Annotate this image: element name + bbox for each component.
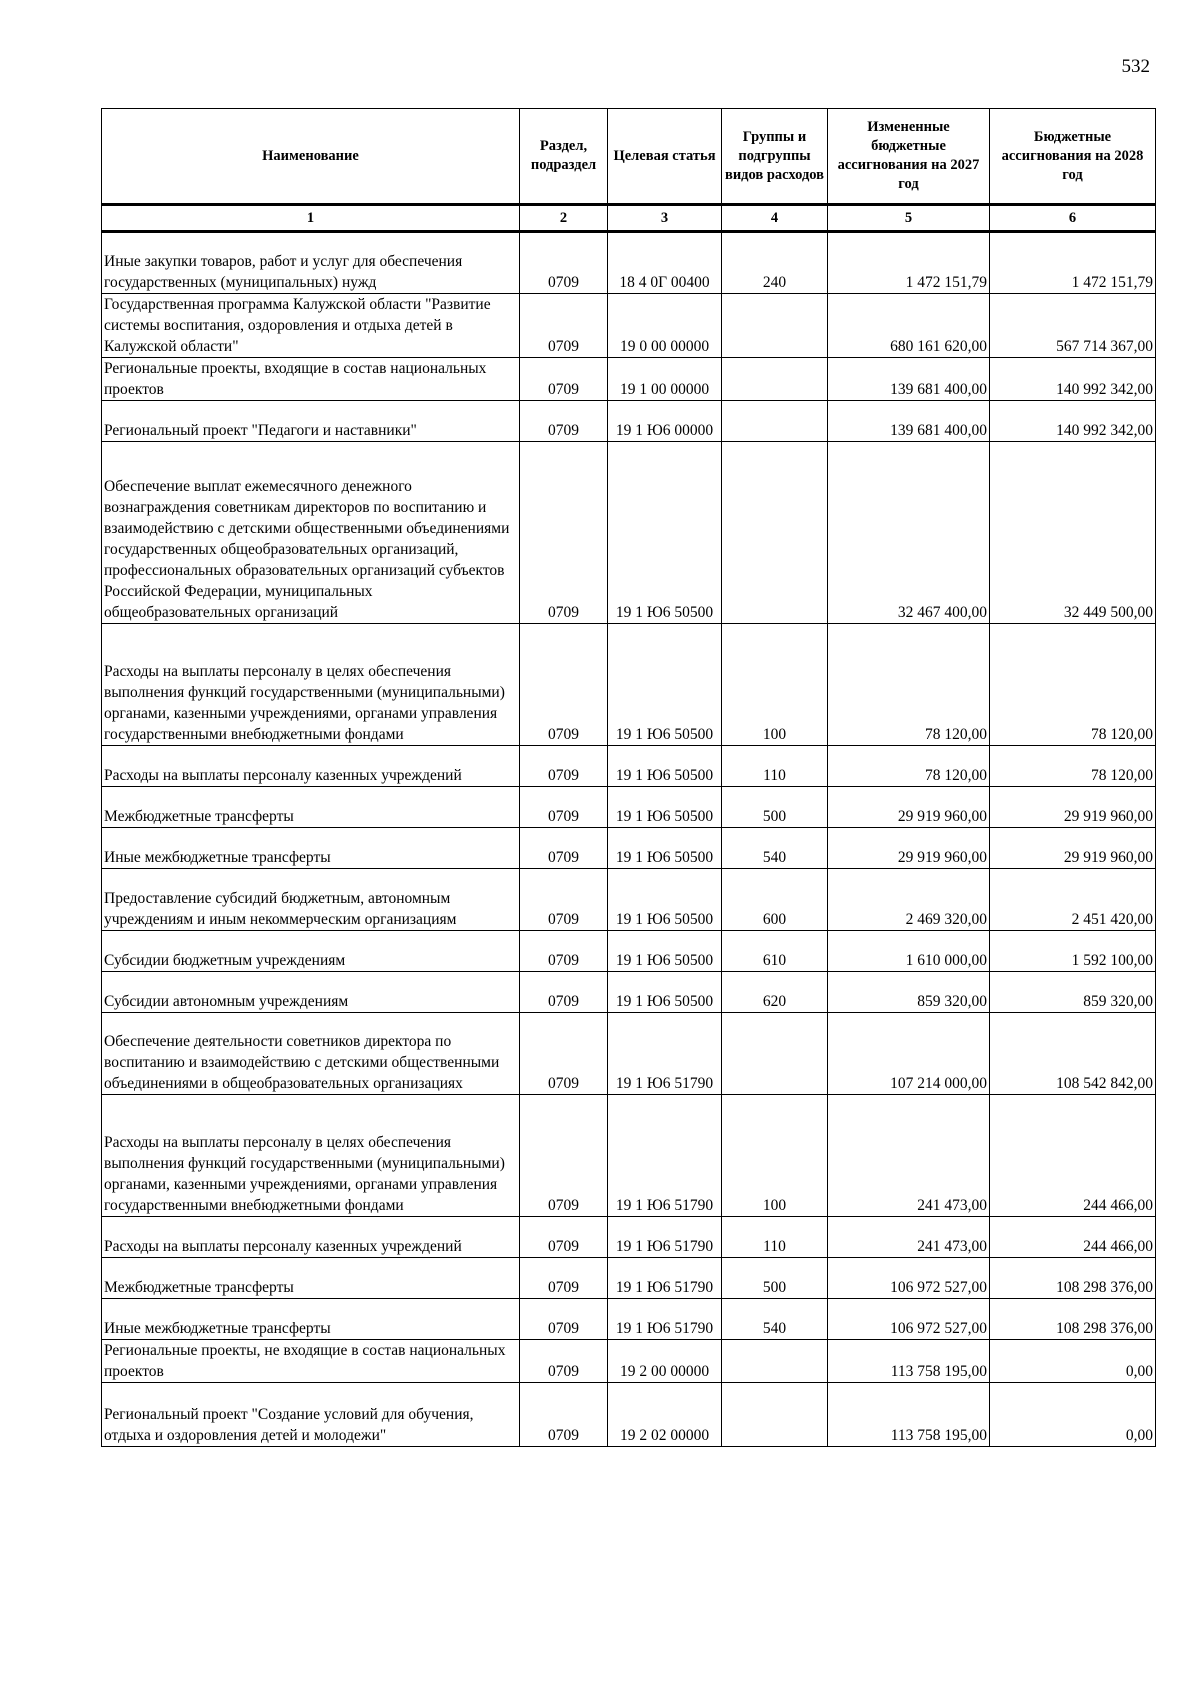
- row-amount-2028: 244 466,00: [990, 1095, 1156, 1217]
- row-amount-2027: 859 320,00: [828, 972, 990, 1013]
- row-article: 19 1 Ю6 51790: [608, 1299, 722, 1340]
- table-row: [102, 746, 1156, 787]
- table-row: [102, 442, 1156, 624]
- table-row: [102, 401, 1156, 442]
- row-section: 0709: [520, 1383, 608, 1447]
- row-article: 19 1 Ю6 50500: [608, 624, 722, 746]
- header-article: Целевая статья: [608, 109, 722, 205]
- row-amount-2027: 680 161 620,00: [828, 294, 990, 358]
- row-name: Иные межбюджетные трансферты: [102, 828, 520, 869]
- row-group: [722, 1383, 828, 1447]
- row-group: 500: [722, 787, 828, 828]
- row-amount-2027: 139 681 400,00: [828, 358, 990, 401]
- row-amount-2028: 78 120,00: [990, 746, 1156, 787]
- row-section: 0709: [520, 1217, 608, 1258]
- table-row: [102, 1340, 1156, 1383]
- header-2028: Бюджетные ассигнования на 2028 год: [990, 109, 1156, 205]
- row-section: 0709: [520, 401, 608, 442]
- header-number: 2: [520, 205, 608, 232]
- row-group: 500: [722, 1258, 828, 1299]
- row-article: 19 1 00 00000: [608, 358, 722, 401]
- row-name: Межбюджетные трансферты: [102, 787, 520, 828]
- row-article: 19 1 Ю6 50500: [608, 828, 722, 869]
- row-name: Субсидии бюджетным учреждениям: [102, 931, 520, 972]
- row-name: Обеспечение выплат ежемесячного денежного вознаграждения советникам директоров по воспитанию и взаимодействию с детскими общественными объединениями государственных общеобразовательных организаций, профессиональных образовательных организаций субъектов Российской Федерации, муниципальных общеобразовательных организаций: [102, 442, 520, 624]
- row-section: 0709: [520, 869, 608, 931]
- row-amount-2028: 78 120,00: [990, 624, 1156, 746]
- row-name: Обеспечение деятельности советников директора по воспитанию и взаимодействию с детскими общественными объединениями в общеобразовательных организациях: [102, 1013, 520, 1095]
- row-article: 19 1 Ю6 50500: [608, 972, 722, 1013]
- row-amount-2028: 140 992 342,00: [990, 401, 1156, 442]
- row-name: Региональные проекты, не входящие в состав национальных проектов: [102, 1340, 520, 1383]
- row-amount-2028: 108 542 842,00: [990, 1013, 1156, 1095]
- row-article: 19 1 Ю6 50500: [608, 746, 722, 787]
- table-row: [102, 1299, 1156, 1340]
- row-amount-2027: 241 473,00: [828, 1217, 990, 1258]
- row-amount-2027: 1 610 000,00: [828, 931, 990, 972]
- row-amount-2028: 1 472 151,79: [990, 232, 1156, 294]
- row-article: 19 1 Ю6 50500: [608, 442, 722, 624]
- header-number: 3: [608, 205, 722, 232]
- row-article: 19 1 Ю6 51790: [608, 1013, 722, 1095]
- row-section: 0709: [520, 1013, 608, 1095]
- table-row: [102, 972, 1156, 1013]
- row-article: 19 1 Ю6 50500: [608, 869, 722, 931]
- row-article: 19 1 Ю6 50500: [608, 787, 722, 828]
- row-group: [722, 1013, 828, 1095]
- row-amount-2027: 32 467 400,00: [828, 442, 990, 624]
- row-amount-2028: 29 919 960,00: [990, 787, 1156, 828]
- row-group: 620: [722, 972, 828, 1013]
- table-row: [102, 232, 1156, 294]
- row-amount-2028: 140 992 342,00: [990, 358, 1156, 401]
- row-group: [722, 294, 828, 358]
- row-section: 0709: [520, 442, 608, 624]
- row-name: Расходы на выплаты персоналу казенных учреждений: [102, 746, 520, 787]
- table-row: [102, 294, 1156, 358]
- row-name: Предоставление субсидий бюджетным, автономным учреждениям и иным некоммерческим организациям: [102, 869, 520, 931]
- table-row: [102, 1217, 1156, 1258]
- row-name: Расходы на выплаты персоналу в целях обеспечения выполнения функций государственными (муниципальными) органами, казенными учреждениями, органами управления государственными внебюджетными фондами: [102, 624, 520, 746]
- header-group: Группы и подгруппы видов расходов: [722, 109, 828, 205]
- row-amount-2027: 113 758 195,00: [828, 1383, 990, 1447]
- row-amount-2027: 29 919 960,00: [828, 787, 990, 828]
- row-amount-2027: 241 473,00: [828, 1095, 990, 1217]
- budget-table: [101, 108, 1156, 1447]
- header-row: [102, 109, 1156, 205]
- row-group: [722, 358, 828, 401]
- row-group: 540: [722, 828, 828, 869]
- row-section: 0709: [520, 1095, 608, 1217]
- row-amount-2028: 859 320,00: [990, 972, 1156, 1013]
- row-amount-2027: 113 758 195,00: [828, 1340, 990, 1383]
- row-group: 100: [722, 624, 828, 746]
- row-article: 19 1 Ю6 50500: [608, 931, 722, 972]
- row-group: 540: [722, 1299, 828, 1340]
- row-section: 0709: [520, 1299, 608, 1340]
- row-article: 19 1 Ю6 51790: [608, 1095, 722, 1217]
- row-section: 0709: [520, 1340, 608, 1383]
- row-amount-2027: 107 214 000,00: [828, 1013, 990, 1095]
- table-row: [102, 931, 1156, 972]
- row-amount-2028: 108 298 376,00: [990, 1299, 1156, 1340]
- row-name: Иные закупки товаров, работ и услуг для обеспечения государственных (муниципальных) нужд: [102, 232, 520, 294]
- row-amount-2027: 2 469 320,00: [828, 869, 990, 931]
- table-row: [102, 1013, 1156, 1095]
- header-number: 5: [828, 205, 990, 232]
- row-section: 0709: [520, 1258, 608, 1299]
- row-section: 0709: [520, 787, 608, 828]
- table-row: [102, 624, 1156, 746]
- row-amount-2027: 106 972 527,00: [828, 1299, 990, 1340]
- row-section: 0709: [520, 294, 608, 358]
- row-section: 0709: [520, 931, 608, 972]
- row-group: 240: [722, 232, 828, 294]
- row-name: Субсидии автономным учреждениям: [102, 972, 520, 1013]
- row-amount-2027: 29 919 960,00: [828, 828, 990, 869]
- row-section: 0709: [520, 232, 608, 294]
- row-group: 610: [722, 931, 828, 972]
- row-group: [722, 442, 828, 624]
- row-amount-2028: 567 714 367,00: [990, 294, 1156, 358]
- header-name: Наименование: [102, 109, 520, 205]
- row-amount-2027: 78 120,00: [828, 746, 990, 787]
- table-row: [102, 828, 1156, 869]
- row-group: [722, 1340, 828, 1383]
- row-group: 110: [722, 1217, 828, 1258]
- row-name: Региональный проект "Создание условий для обучения, отдыха и оздоровления детей и молодежи": [102, 1383, 520, 1447]
- row-section: 0709: [520, 972, 608, 1013]
- row-section: 0709: [520, 746, 608, 787]
- row-article: 19 2 02 00000: [608, 1383, 722, 1447]
- header-number-row: [102, 205, 1156, 232]
- row-amount-2027: 1 472 151,79: [828, 232, 990, 294]
- row-article: 19 0 00 00000: [608, 294, 722, 358]
- row-name: Региональные проекты, входящие в состав национальных проектов: [102, 358, 520, 401]
- page-number: 532: [1121, 56, 1150, 77]
- row-amount-2028: 29 919 960,00: [990, 828, 1156, 869]
- header-number: 1: [102, 205, 520, 232]
- row-name: Межбюджетные трансферты: [102, 1258, 520, 1299]
- row-section: 0709: [520, 624, 608, 746]
- row-name: Расходы на выплаты персоналу в целях обеспечения выполнения функций государственными (муниципальными) органами, казенными учреждениями, органами управления государственными внебюджетными фондами: [102, 1095, 520, 1217]
- row-amount-2028: 1 592 100,00: [990, 931, 1156, 972]
- row-section: 0709: [520, 358, 608, 401]
- row-article: 19 1 Ю6 51790: [608, 1258, 722, 1299]
- row-name: Региональный проект "Педагоги и наставники": [102, 401, 520, 442]
- row-group: [722, 401, 828, 442]
- row-amount-2027: 78 120,00: [828, 624, 990, 746]
- row-group: 600: [722, 869, 828, 931]
- row-amount-2028: 244 466,00: [990, 1217, 1156, 1258]
- row-amount-2027: 139 681 400,00: [828, 401, 990, 442]
- row-amount-2028: 0,00: [990, 1383, 1156, 1447]
- row-name: Государственная программа Калужской области "Развитие системы воспитания, оздоровления и отдыха детей в Калужской области": [102, 294, 520, 358]
- row-name: Иные межбюджетные трансферты: [102, 1299, 520, 1340]
- row-amount-2027: 106 972 527,00: [828, 1258, 990, 1299]
- table-body: [102, 232, 1156, 1447]
- row-amount-2028: 2 451 420,00: [990, 869, 1156, 931]
- header-section: Раздел, подраздел: [520, 109, 608, 205]
- row-group: 110: [722, 746, 828, 787]
- header-number: 6: [990, 205, 1156, 232]
- header-2027: Измененные бюджетные ассигнования на 2027 год: [828, 109, 990, 205]
- row-article: 19 2 00 00000: [608, 1340, 722, 1383]
- row-section: 0709: [520, 828, 608, 869]
- table-row: [102, 1383, 1156, 1447]
- row-amount-2028: 32 449 500,00: [990, 442, 1156, 624]
- table-row: [102, 787, 1156, 828]
- row-name: Расходы на выплаты персоналу казенных учреждений: [102, 1217, 520, 1258]
- table-row: [102, 869, 1156, 931]
- header-number: 4: [722, 205, 828, 232]
- table-row: [102, 1258, 1156, 1299]
- table-row: [102, 358, 1156, 401]
- table-row: [102, 1095, 1156, 1217]
- row-group: 100: [722, 1095, 828, 1217]
- row-article: 19 1 Ю6 00000: [608, 401, 722, 442]
- row-article: 18 4 0Г 00400: [608, 232, 722, 294]
- row-amount-2028: 0,00: [990, 1340, 1156, 1383]
- row-article: 19 1 Ю6 51790: [608, 1217, 722, 1258]
- row-amount-2028: 108 298 376,00: [990, 1258, 1156, 1299]
